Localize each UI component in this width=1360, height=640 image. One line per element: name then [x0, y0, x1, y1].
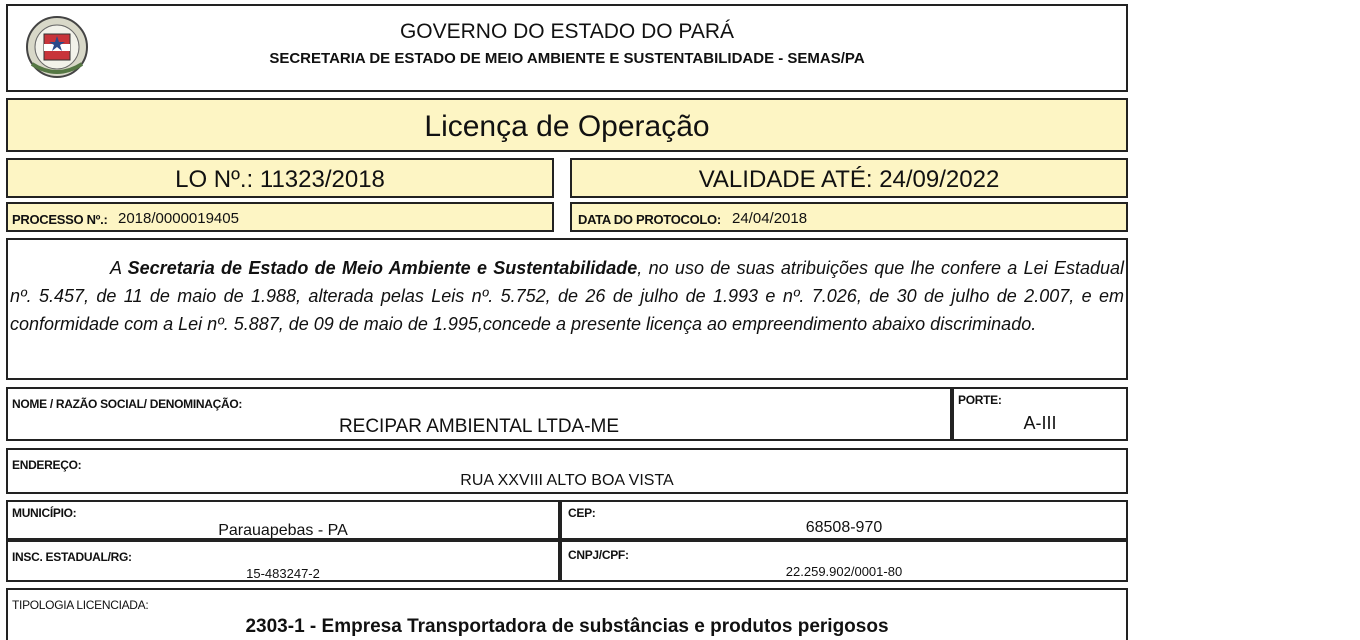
endereco-label: ENDEREÇO: — [12, 458, 82, 472]
intro-box — [6, 238, 1128, 380]
validity-box — [570, 158, 1128, 198]
nome-value: RECIPAR AMBIENTAL LTDA-ME — [338, 416, 620, 437]
insc-label: INSC. ESTADUAL/RG: — [12, 550, 132, 564]
license-number-box — [6, 158, 554, 198]
cep-label: CEP: — [568, 506, 596, 520]
cnpj-label: CNPJ/CPF: — [568, 548, 629, 562]
tipologia-value: 2303-1 - Empresa Transportadora de substâncias e produtos perigosos — [245, 616, 889, 637]
process-label: PROCESSO Nº.: — [12, 212, 108, 227]
process-box — [6, 202, 554, 232]
municipio-box — [6, 500, 560, 540]
header-subtitle: SECRETARIA DE ESTADO DE MEIO AMBIENTE E SUSTENTABILIDADE - SEMAS/PA — [269, 50, 865, 67]
endereco-value: RUA XXVIII ALTO BOA VISTA — [460, 472, 674, 489]
license-title-box — [6, 98, 1128, 152]
license-title: Licença de Operação — [424, 110, 710, 143]
nome-label: NOME / RAZÃO SOCIAL/ DENOMINAÇÃO: — [12, 397, 243, 411]
porte-box — [952, 387, 1128, 441]
tipologia-box — [6, 588, 1128, 640]
endereco-box — [6, 448, 1128, 494]
municipio-value: Parauapebas - PA — [218, 522, 348, 539]
porte-value: A-III — [1023, 413, 1057, 433]
intro-paragraph — [10, 254, 1124, 338]
protocol-value: 24/04/2018 — [732, 210, 808, 227]
cnpj-value: 22.259.902/0001-80 — [785, 564, 903, 579]
cnpj-box — [560, 540, 1128, 582]
tipologia-label: TIPOLOGIA LICENCIADA: — [12, 598, 149, 612]
cep-value: 68508-970 — [805, 519, 883, 536]
license-number: LO Nº.: 11323/2018 — [175, 166, 385, 193]
header-box — [6, 4, 1128, 92]
intro-secretaria: Secretaria de Estado de Meio Ambiente e Sustentabilidade — [127, 258, 638, 278]
protocol-label: DATA DO PROTOCOLO: — [578, 212, 721, 227]
municipio-label: MUNICÍPIO: — [12, 506, 77, 520]
validity-date: VALIDADE ATÉ: 24/09/2022 — [698, 166, 1000, 193]
insc-box — [6, 540, 560, 582]
cep-box — [560, 500, 1128, 540]
porte-label: PORTE: — [958, 393, 1002, 407]
nome-box — [6, 387, 952, 441]
header-title: GOVERNO DO ESTADO DO PARÁ — [399, 20, 735, 43]
intro-body: , no uso de suas atribuições que lhe confere a Lei Estadual nº. 5.457, de 11 de maio de 1.988, alterada pelas Leis nº. 5.752, de 26 de julho de 1.993 e nº. 7.026, de 30 de julho de 2.007, e em conformidade com a Lei nº. 5.887, de 09 de maio de 1.995,concede a presente licença ao empreendimento abaixo discriminado. — [10, 258, 1124, 334]
intro-prefix: A — [110, 258, 128, 278]
process-value: 2018/0000019405 — [118, 210, 239, 227]
protocol-box — [570, 202, 1128, 232]
insc-value: 15-483247-2 — [246, 566, 320, 581]
